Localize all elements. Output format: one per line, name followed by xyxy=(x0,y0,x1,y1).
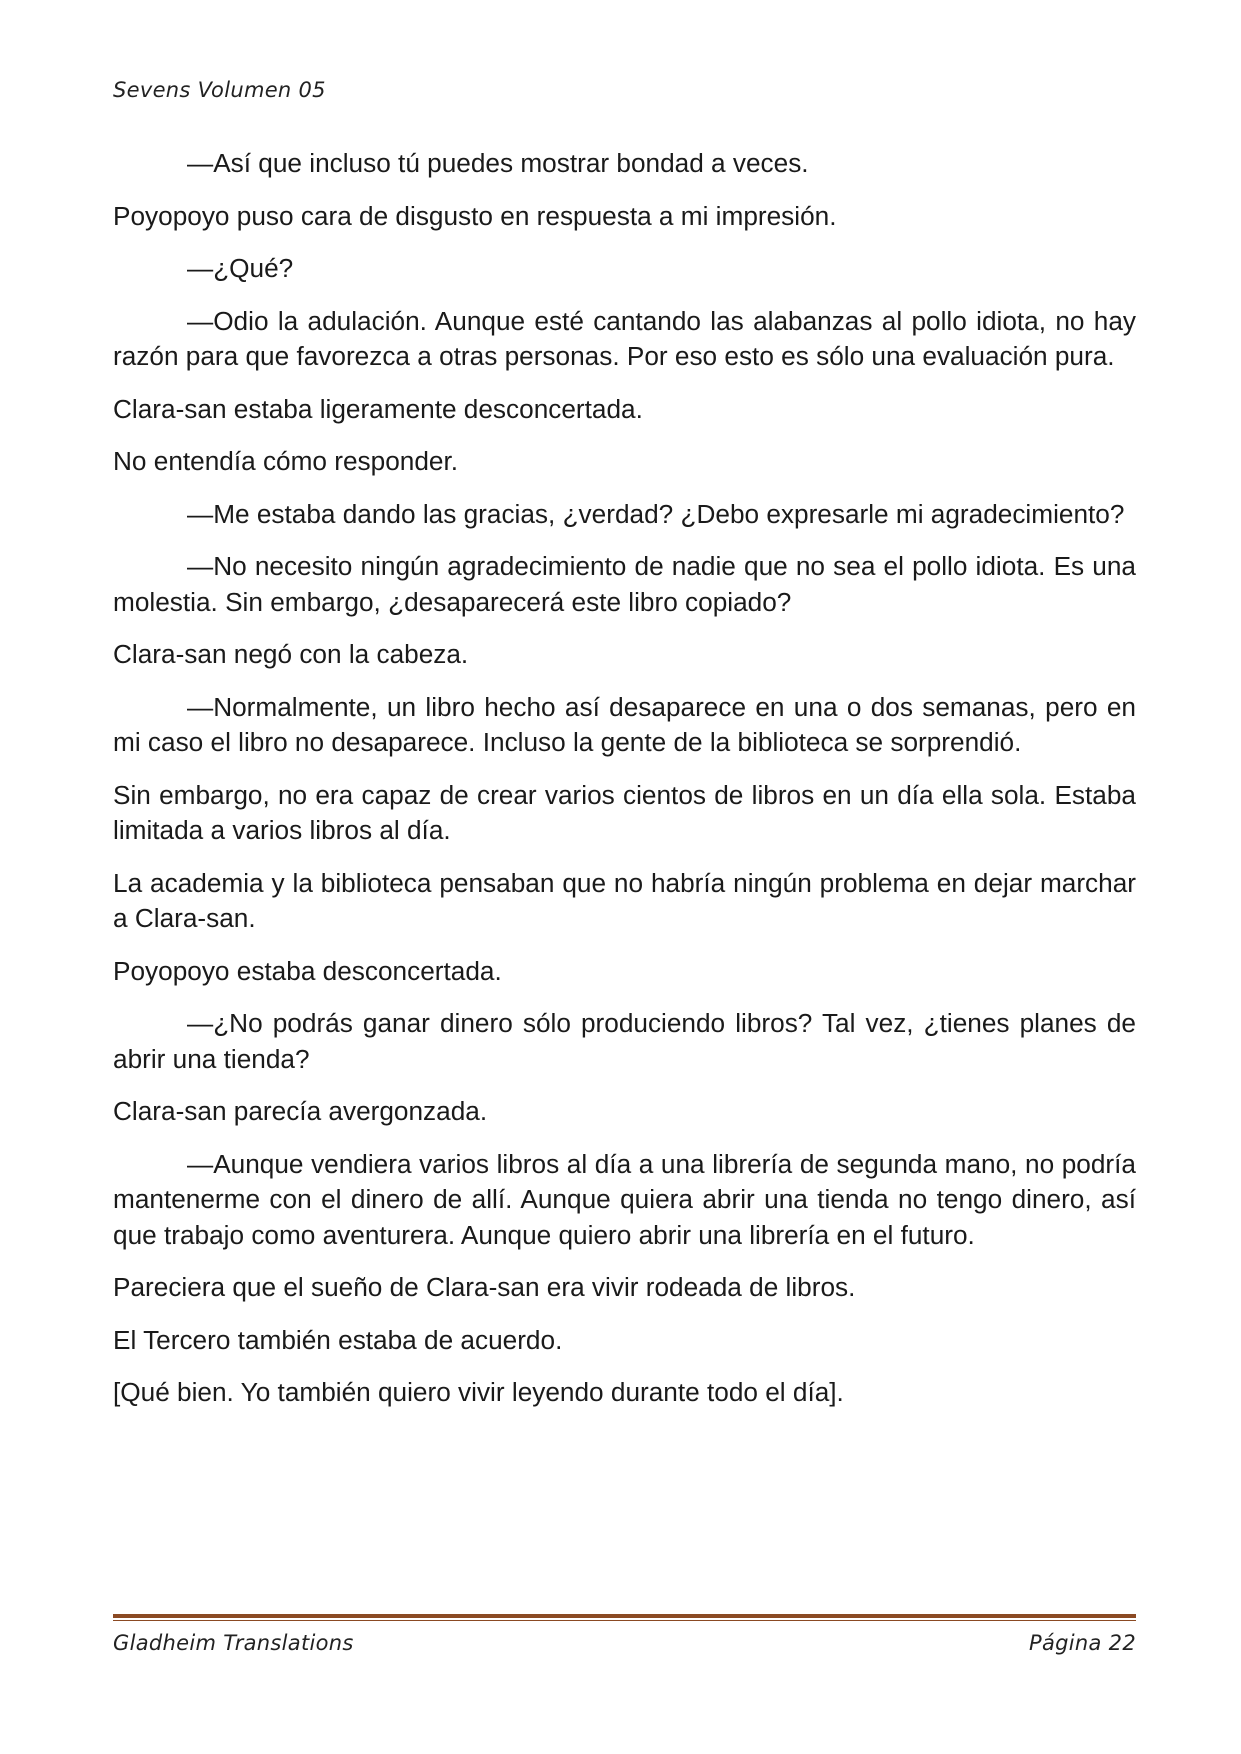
paragraph-10: —Normalmente, un libro hecho así desaparece en una o dos semanas, pero en mi caso el libro no desaparece. Incluso la gente de la biblioteca se sorprendió. xyxy=(113,691,1136,757)
paragraph-7: —Me estaba dando las gracias, ¿verdad? ¿Debo expresarle mi agradecimiento? xyxy=(187,498,1125,529)
paragraph-5: Clara-san estaba ligeramente desconcertada. xyxy=(113,393,643,424)
paragraph-2: Poyopoyo puso cara de disgusto en respuesta a mi impresión. xyxy=(113,200,837,231)
paragraph-17: Pareciera que el sueño de Clara-san era vivir rodeada de libros. xyxy=(113,1272,856,1302)
running-header: Sevens Volumen 05 xyxy=(113,78,326,102)
paragraph-4: —Odio la adulación. Aunque esté cantando las alabanzas al pollo idiota, no hay razón para que favorezca a otras personas. Por eso esto es sólo una evaluación pura. xyxy=(113,305,1136,371)
paragraph-11: Sin embargo, no era capaz de crear varios cientos de libros en un día ella sola. Estaba limitada a varios libros al día. xyxy=(113,779,1136,845)
paragraph-8: —No necesito ningún agradecimiento de nadie que no sea el pollo idiota. Es una molestia. Sin embargo, ¿desaparecerá este libro copiado? xyxy=(113,551,1136,617)
paragraph-1: —Así que incluso tú puedes mostrar bondad a veces. xyxy=(187,148,809,178)
footer-divider-thin xyxy=(113,1620,1136,1621)
paragraph-14: —¿No podrás ganar dinero sólo produciendo libros? Tal vez, ¿tienes planes de abrir una tienda? xyxy=(113,1008,1136,1074)
body-text xyxy=(113,146,1136,1428)
paragraph-15: Clara-san parecía avergonzada. xyxy=(113,1096,488,1126)
paragraph-19: [Qué bien. Yo también quiero vivir leyendo durante todo el día]. xyxy=(113,1377,844,1407)
footer-divider-thick xyxy=(113,1614,1136,1618)
paragraph-12: La academia y la biblioteca pensaban que no habría ningún problema en dejar marchar a Clara-san. xyxy=(113,867,1136,933)
paragraph-6: No entendía cómo responder. xyxy=(113,446,459,476)
paragraph-18: El Tercero también estaba de acuerdo. xyxy=(113,1324,563,1355)
paragraph-13: Poyopoyo estaba desconcertada. xyxy=(113,955,502,986)
page-number: Página 22 xyxy=(1029,1631,1136,1655)
paragraph-16: —Aunque vendiera varios libros al día a una librería de segunda mano, no podría mantenerme con el dinero de allí. Aunque quiera abrir una tienda no tengo dinero, así que trabajo como aventurera. Aunque quiero abrir una librería en el futuro. xyxy=(113,1148,1136,1250)
paragraph-3: —¿Qué? xyxy=(187,253,294,283)
paragraph-9: Clara-san negó con la cabeza. xyxy=(113,639,469,669)
footer-publisher: Gladheim Translations xyxy=(113,1631,354,1655)
